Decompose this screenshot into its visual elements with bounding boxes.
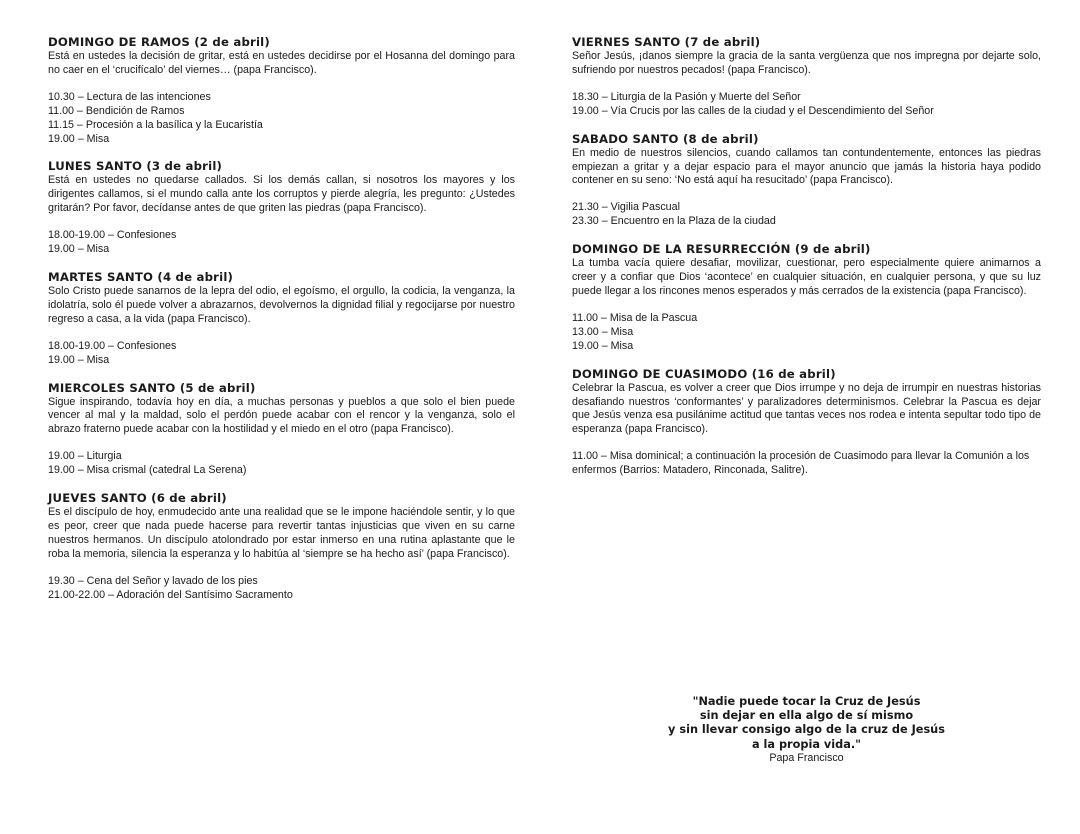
quote-line: sin dejar en ella algo de sí mismo bbox=[699, 709, 914, 723]
day-section bbox=[572, 367, 1041, 478]
section-title: JUEVES SANTO (6 de abril) bbox=[48, 491, 227, 506]
day-section bbox=[572, 35, 1041, 119]
schedule-item: 10.30 – Lectura de las intenciones bbox=[48, 90, 211, 103]
closing-quote bbox=[572, 695, 1041, 766]
section-reflection: Señor Jesús, ¡danos siempre la gracia de la santa vergüenza que nos impregna por dejarte solo, sufriendo por nuestros pecados! (papa Francisco). bbox=[572, 50, 1041, 76]
day-section bbox=[48, 381, 515, 479]
day-section bbox=[572, 132, 1041, 230]
section-title: DOMINGO DE RAMOS (2 de abril) bbox=[48, 35, 270, 49]
schedule-list bbox=[572, 312, 1041, 354]
section-reflection: Solo Cristo puede sanarnos de la lepra del odio, el egoísmo, el orgullo, la codicia, la venganza, la idolatría, solo él puede volver a abrazarnos, devolvernos la dignidad filial y regocijarse por nuestro regreso a casa, a la vida (papa Francisco). bbox=[48, 284, 515, 325]
quote-line: y sin llevar consigo algo de la cruz de Jesús bbox=[668, 723, 945, 737]
schedule-item: 13.00 – Misa bbox=[572, 325, 634, 338]
right-column bbox=[572, 35, 1041, 491]
day-section bbox=[48, 35, 515, 146]
section-title: MARTES SANTO (4 de abril) bbox=[48, 269, 234, 284]
schedule-item: 18.00-19.00 – Confesiones bbox=[48, 229, 177, 242]
day-section bbox=[48, 491, 515, 602]
schedule-item: 19.00 – Misa bbox=[48, 132, 110, 145]
schedule-list bbox=[48, 340, 515, 368]
section-title: DOMINGO DE CUASIMODO (16 de abril) bbox=[572, 366, 836, 381]
section-reflection: Celebrar la Pascua, es volver a creer que Dios irrumpe y no deja de irrumpir en nuestras historias desafiando nuestros ‘conformantes’ y paralizadores determinismos. Celebrar la Pascua es dejar que Jesús venza esa pusilánime actitud que tantas veces nos rodea e intenta sepultar todo tipo de esperanza (papa Francisco). bbox=[572, 381, 1041, 436]
schedule-item: 11.00 – Bendición de Ramos bbox=[48, 104, 185, 117]
schedule-item: 19.00 – Liturgia bbox=[48, 450, 122, 463]
schedule-list bbox=[48, 575, 515, 603]
section-title: MIERCOLES SANTO (5 de abril) bbox=[48, 380, 256, 395]
day-section bbox=[48, 159, 515, 257]
schedule-list bbox=[572, 201, 1041, 229]
left-column bbox=[48, 35, 515, 615]
schedule-list bbox=[572, 91, 1041, 119]
section-title: SABADO SANTO (8 de abril) bbox=[572, 131, 759, 146]
day-section bbox=[48, 270, 515, 368]
schedule-item: 21.30 – Vigilia Pascual bbox=[572, 201, 680, 214]
schedule-item: 19.30 – Cena del Señor y lavado de los pies bbox=[48, 574, 258, 587]
schedule-list bbox=[572, 450, 1041, 478]
day-section bbox=[572, 242, 1041, 353]
section-title: VIERNES SANTO (7 de abril) bbox=[572, 35, 761, 49]
schedule-item: 19.00 – Misa bbox=[48, 243, 110, 256]
schedule-list bbox=[48, 450, 515, 478]
schedule-item: 19.00 – Vía Crucis por las calles de la ciudad y el Descendimiento del Señor bbox=[572, 104, 934, 117]
schedule-item: 11.00 – Misa de la Pascua bbox=[572, 311, 698, 324]
schedule-item: 18.00-19.00 – Confesiones bbox=[48, 339, 177, 352]
section-title: LUNES SANTO (3 de abril) bbox=[48, 159, 223, 174]
section-reflection: La tumba vacía quiere desafiar, movilizar, cuestionar, pero especialmente quiere animarnos a creer y a confiar que Dios ‘acontece’ en cualquier situación, en cualquier persona, y que su luz puede llegar a los rincones menos esperados y más cerrados de la existencia (papa Francisco). bbox=[572, 257, 1041, 297]
schedule-item: 11.15 – Procesión a la basílica y la Eucaristía bbox=[48, 118, 263, 131]
schedule-item: 18.30 – Liturgia de la Pasión y Muerte del Señor bbox=[572, 90, 801, 103]
section-title: DOMINGO DE LA RESURRECCIÓN (9 de abril) bbox=[572, 242, 871, 257]
section-reflection: Está en ustedes la decisión de gritar, está en ustedes decidirse por el Hosanna del domingo para no caer en el ‘crucifícalo’ del viernes… (papa Francisco). bbox=[48, 50, 515, 76]
schedule-item: 21.00-22.00 – Adoración del Santísimo Sacramento bbox=[48, 588, 293, 601]
schedule-list bbox=[48, 229, 515, 257]
section-reflection: En medio de nuestros silencios, cuando callamos tan contundentemente, entonces las piedras empiezan a gritar y a dejar espacio para el mayor anuncio que jamás la historia haya podido contener en su seno: ‘No está aquí ha resucitado’ (papa Francisco). bbox=[572, 146, 1041, 187]
section-reflection: Sigue inspirando, todavía hoy en día, a muchas personas y pueblos a que solo el bien puede vencer al mal y la maldad, solo el perdón puede acabar con el rencor y la venganza, solo el abrazo fraterno puede acabar con la hostilidad y el miedo en el otro (papa Francisco). bbox=[48, 395, 515, 436]
schedule-list bbox=[48, 91, 515, 147]
schedule-item: 11.00 – Misa dominical; a continuación la procesión de Cuasimodo para llevar la Comunión a los enfermos (Barrios: Matadero, Rinconada, Salitre). bbox=[572, 450, 1030, 477]
schedule-item: 23.30 – Encuentro en la Plaza de la ciudad bbox=[572, 215, 776, 228]
schedule-item: 19.00 – Misa crismal (catedral La Serena) bbox=[48, 464, 247, 477]
section-reflection: Es el discípulo de hoy, enmudecido ante una realidad que se le impone haciéndole sentir, y lo que es peor, creer que nada puede hacerse para revertir tantas injusticias que viven en su carne nuestros hermanos. Un discípulo atolondrado por estar inmerso en una rutina aplastante que le roba la memoria, silencia la esperanza y lo habitúa al ‘siempre se ha hecho así’ (papa Francisco). bbox=[48, 506, 515, 560]
section-reflection: Está en ustedes no quedarse callados. Si los demás callan, si nosotros los mayores y los dirigentes callamos, si el mundo calla ante los corruptos y pierde alegría, les pregunto: ¿Ustedes gritarán? Por favor, decídanse antes de que griten las piedras (papa Francisco). bbox=[48, 174, 515, 215]
schedule-item: 19.00 – Misa bbox=[572, 339, 634, 352]
quote-author: Papa Francisco bbox=[769, 751, 844, 764]
quote-line: a la propia vida." bbox=[751, 737, 862, 751]
schedule-item: 19.00 – Misa bbox=[48, 353, 110, 366]
quote-line: "Nadie puede tocar la Cruz de Jesús bbox=[692, 695, 921, 708]
